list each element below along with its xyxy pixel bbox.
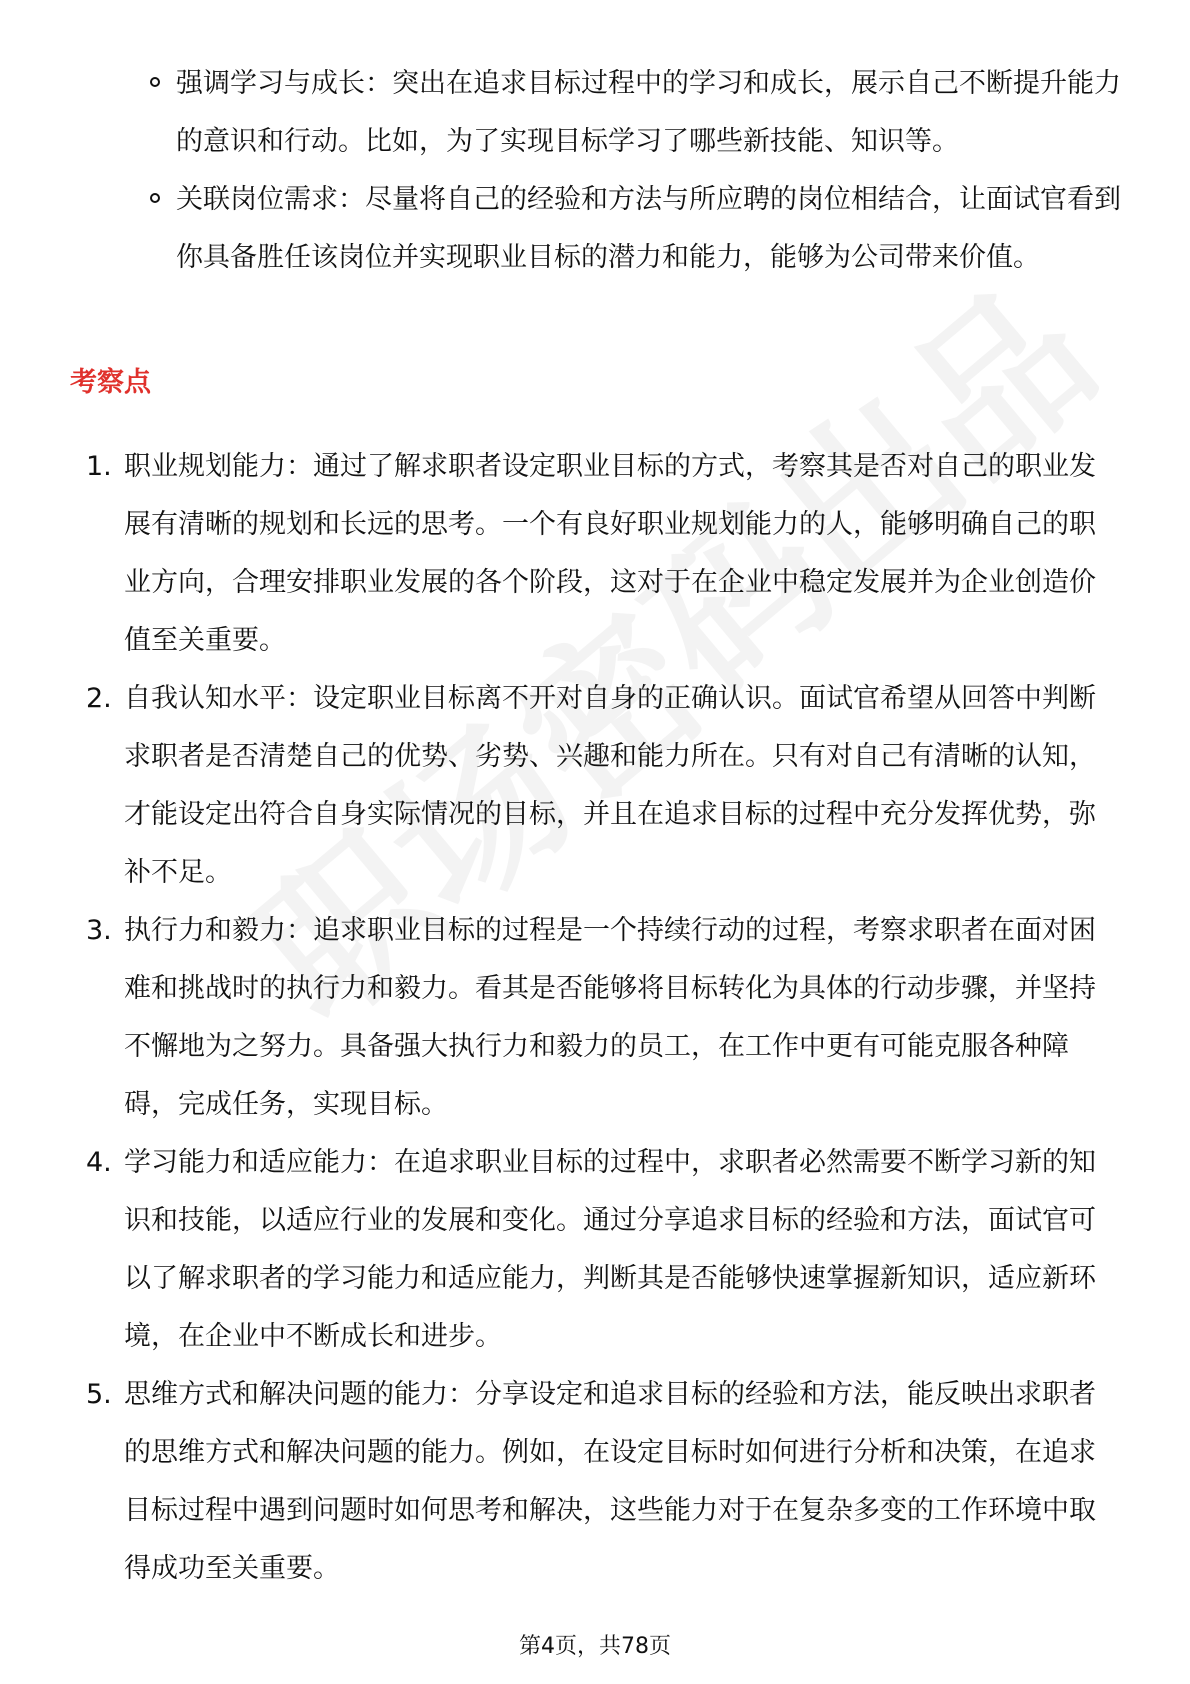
- list-item: [0, 670, 1190, 902]
- list-item: [0, 902, 1190, 1134]
- item-number: 3.: [86, 915, 112, 946]
- item-text: 自我认知水平：设定职业目标离不开对自身的正确认识。面试官希望从回答中判断求职者是否清楚自己的优势、劣势、兴趣和能力所在。只有对自己有清晰的认知，才能设定出符合自身实际情况的目标，并且在追求目标的过程中充分发挥优势，弥补不足。: [124, 683, 1096, 888]
- list-item: [0, 1366, 1190, 1598]
- item-number: 5.: [86, 1379, 112, 1410]
- section-title: 考察点: [70, 367, 151, 398]
- bullet-item: [0, 55, 1190, 171]
- bullet-item: [0, 171, 1190, 287]
- hollow-circle-bullet-icon: [150, 193, 160, 203]
- item-number: 2.: [86, 683, 112, 714]
- item-text: 执行力和毅力：追求职业目标的过程是一个持续行动的过程，考察求职者在面对困难和挑战时的执行力和毅力。看其是否能够将目标转化为具体的行动步骤，并坚持不懈地为之努力。具备强大执行力和毅力的员工，在工作中更有可能克服各种障碍，完成任务，实现目标。: [124, 915, 1096, 1120]
- item-text: 思维方式和解决问题的能力：分享设定和追求目标的经验和方法，能反映出求职者的思维方式和解决问题的能力。例如，在设定目标时如何进行分析和决策，在追求目标过程中遇到问题时如何思考和解决，这些能力对于在复杂多变的工作环境中取得成功至关重要。: [124, 1379, 1096, 1584]
- list-item: [0, 438, 1190, 670]
- page-footer: 第4页，共78页: [519, 1634, 671, 1659]
- item-text: 职业规划能力：通过了解求职者设定职业目标的方式，考察其是否对自己的职业发展有清晰的规划和长远的思考。一个有良好职业规划能力的人，能够明确自己的职业方向，合理安排职业发展的各个阶段，这对于在企业中稳定发展并为企业创造价值至关重要。: [124, 451, 1096, 656]
- item-number: 1.: [86, 451, 112, 482]
- bullet-list: [0, 55, 1190, 287]
- item-number: 4.: [86, 1147, 112, 1178]
- bullet-text: 关联岗位需求：尽量将自己的经验和方法与所应聘的岗位相结合，让面试官看到你具备胜任该岗位并实现职业目标的潜力和能力，能够为公司带来价值。: [176, 184, 1121, 273]
- hollow-circle-bullet-icon: [150, 77, 160, 87]
- item-text: 学习能力和适应能力：在追求职业目标的过程中，求职者必然需要不断学习新的知识和技能，以适应行业的发展和变化。通过分享追求目标的经验和方法，面试官可以了解求职者的学习能力和适应能力，判断其是否能够快速掌握新知识，适应新环境，在企业中不断成长和进步。: [124, 1147, 1096, 1352]
- bullet-text: 强调学习与成长：突出在追求目标过程中的学习和成长，展示自己不断提升能力的意识和行动。比如，为了实现目标学习了哪些新技能、知识等。: [176, 68, 1121, 157]
- list-item: [0, 1134, 1190, 1366]
- numbered-list: [0, 438, 1190, 1598]
